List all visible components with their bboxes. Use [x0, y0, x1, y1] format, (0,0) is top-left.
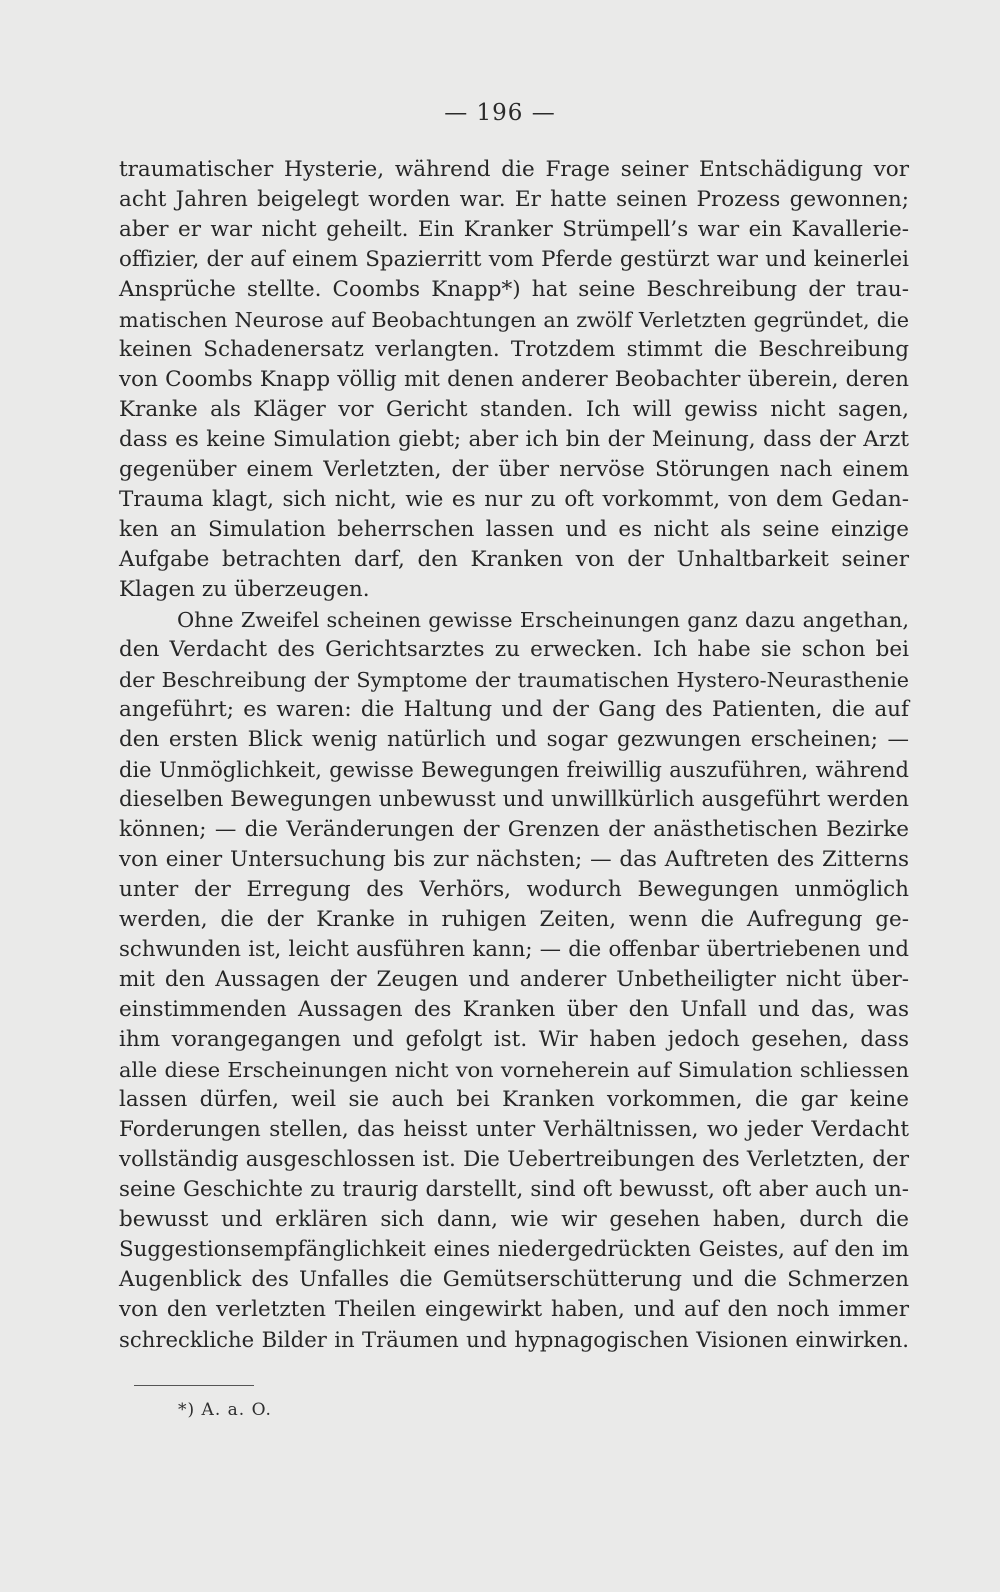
text-line: schreckliche Bilder in Träumen und hypnagogischen Visionen einwirken.: [119, 1327, 909, 1352]
page-number: — 196 —: [444, 100, 556, 126]
text-line: der Beschreibung der Symptome der traumatischen Hystero-Neurasthenie: [119, 668, 909, 692]
text-line: Aufgabe betrachten darf, den Kranken von der Unhaltbarkeit seiner: [119, 547, 909, 572]
text-line: Klagen zu überzeugen.: [119, 577, 370, 602]
text-line: die Unmöglichkeit, gewisse Bewegungen freiwillig auszuführen, während: [119, 758, 909, 782]
text-line: seine Geschichte zu traurig darstellt, sind oft bewusst, oft aber auch un-: [119, 1177, 909, 1202]
footnote-divider: [134, 1385, 254, 1386]
text-line: Kranke als Kläger vor Gericht standen. Ich will gewiss nicht sagen,: [119, 397, 909, 422]
text-line: angeführt; es waren: die Haltung und der Gang des Patienten, die auf: [119, 697, 909, 722]
text-line: mit den Aussagen der Zeugen und anderer Unbetheiligter nicht über-: [119, 967, 909, 992]
text-line: lassen dürfen, weil sie auch bei Kranken vorkommen, die gar keine: [119, 1087, 909, 1112]
text-line: traumatischer Hysterie, während die Frage seiner Entschädigung vor: [119, 157, 909, 182]
text-line: acht Jahren beigelegt worden war. Er hatte seinen Prozess gewonnen;: [119, 187, 909, 212]
text-line: unter der Erregung des Verhörs, wodurch Bewegungen unmöglich: [119, 877, 909, 902]
text-line: aber er war nicht geheilt. Ein Kranker Strümpell’s war ein Kavallerie-: [119, 217, 909, 242]
text-line: alle diese Erscheinungen nicht von vorneherein auf Simulation schliessen: [119, 1058, 909, 1082]
text-line: einstimmenden Aussagen des Kranken über den Unfall und das, was: [119, 997, 909, 1022]
text-line: dass es keine Simulation giebt; aber ich bin der Meinung, dass der Arzt: [119, 427, 909, 452]
text-line: bewusst und erklären sich dann, wie wir gesehen haben, durch die: [119, 1207, 909, 1232]
text-line: Ohne Zweifel scheinen gewisse Erscheinungen ganz dazu angethan,: [177, 608, 909, 632]
text-line: werden, die der Kranke in ruhigen Zeiten, wenn die Aufregung ge-: [119, 907, 909, 932]
text-line: gegenüber einem Verletzten, der über nervöse Störungen nach einem: [119, 457, 909, 482]
text-line: keinen Schadenersatz verlangten. Trotzdem stimmt die Beschreibung: [119, 337, 909, 362]
text-line: Forderungen stellen, das heisst unter Verhältnissen, wo jeder Verdacht: [119, 1117, 909, 1142]
text-line: Ansprüche stellte. Coombs Knapp*) hat seine Beschreibung der trau-: [119, 277, 909, 302]
text-line: Trauma klagt, sich nicht, wie es nur zu oft vorkommt, von dem Gedan-: [119, 487, 909, 512]
text-line: dieselben Bewegungen unbewusst und unwillkürlich ausgeführt werden: [119, 787, 909, 812]
text-line: ken an Simulation beherrschen lassen und es nicht als seine einzige: [119, 517, 909, 542]
text-line: vollständig ausgeschlossen ist. Die Uebertreibungen des Verletzten, der: [119, 1147, 909, 1172]
text-line: matischen Neurose auf Beobachtungen an zwölf Verletzten gegründet, die: [119, 308, 909, 332]
text-line: schwunden ist, leicht ausführen kann; — die offenbar übertriebenen und: [119, 937, 909, 962]
text-line: Augenblick des Unfalles die Gemütserschütterung und die Schmerzen: [119, 1267, 909, 1292]
text-line: den Verdacht des Gerichtsarztes zu erwecken. Ich habe sie schon bei: [119, 637, 909, 662]
footnote: *) A. a. O.: [178, 1400, 272, 1420]
text-line: von Coombs Knapp völlig mit denen anderer Beobachter überein, deren: [119, 367, 909, 392]
text-line: offizier, der auf einem Spazierritt vom Pferde gestürzt war und keinerlei: [119, 247, 909, 272]
text-line: von einer Untersuchung bis zur nächsten; — das Auftreten des Zitterns: [119, 847, 909, 872]
body-text: [119, 155, 909, 1355]
text-line: den ersten Blick wenig natürlich und sogar gezwungen erscheinen; —: [119, 727, 909, 752]
text-line: von den verletzten Theilen eingewirkt haben, und auf den noch immer: [119, 1297, 909, 1322]
text-line: können; — die Veränderungen der Grenzen der anästhetischen Bezirke: [119, 817, 909, 842]
text-line: ihm vorangegangen und gefolgt ist. Wir haben jedoch gesehen, dass: [119, 1027, 909, 1052]
text-line: Suggestionsempfänglichkeit eines niedergedrückten Geistes, auf den im: [119, 1237, 909, 1262]
